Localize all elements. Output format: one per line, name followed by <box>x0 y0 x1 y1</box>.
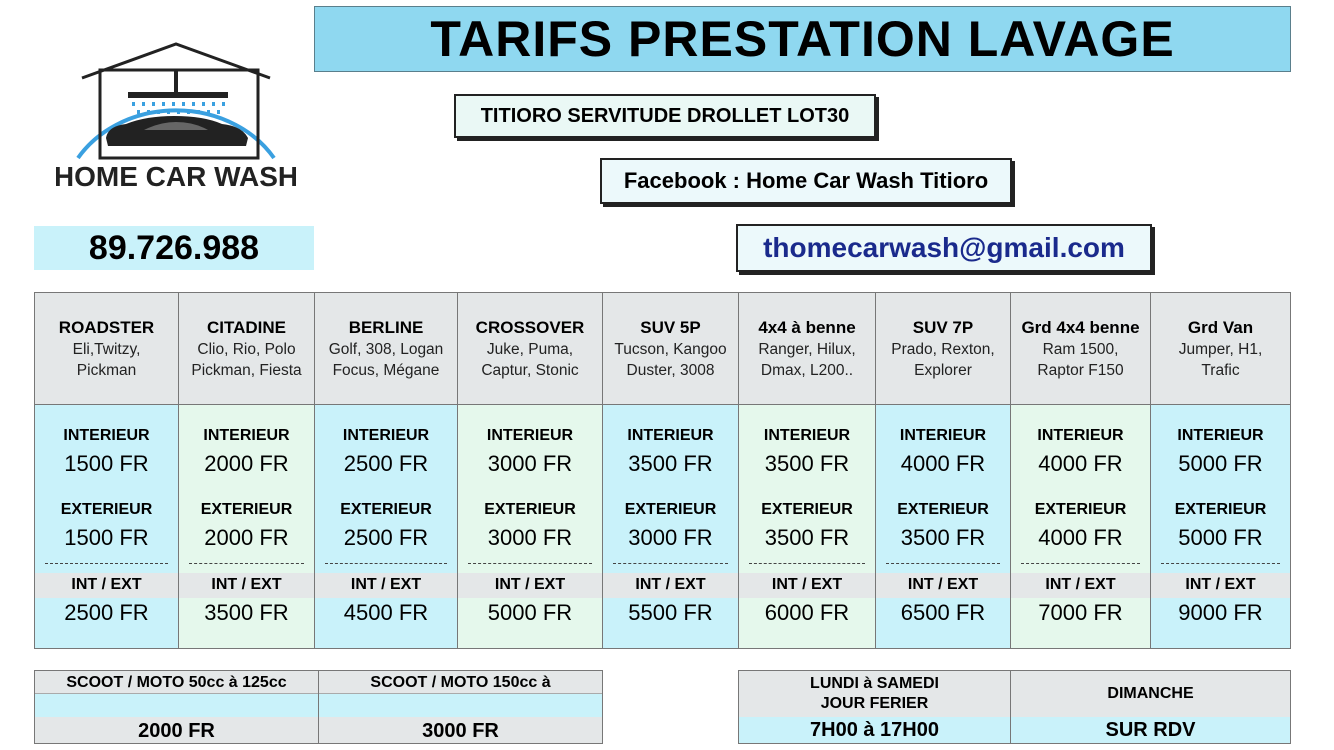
column-header <box>739 293 875 405</box>
email-box[interactable]: thomecarwash@gmail.com <box>736 224 1152 272</box>
int-ext-label: INT / EXT <box>494 576 566 593</box>
int-ext-price: 7000 FR <box>1038 600 1123 625</box>
interior-price: 4000 FR <box>900 451 986 476</box>
exterior-price: 3500 FR <box>764 525 850 550</box>
column-prices <box>603 405 738 648</box>
exterior-label: EXTERIEUR <box>897 501 989 518</box>
interior-price: 3500 FR <box>628 451 713 476</box>
interior-price: 5000 FR <box>1178 451 1263 476</box>
interior-label: INTERIEUR <box>342 427 430 444</box>
divider <box>1161 563 1280 564</box>
title-banner <box>314 6 1291 72</box>
vehicle-models: Ranger, Hilux, Dmax, L200.. <box>758 341 856 379</box>
vehicle-models: Golf, 308, Logan Focus, Mégane <box>328 341 444 379</box>
int-ext-label: INT / EXT <box>771 576 843 593</box>
exterior-label: EXTERIEUR <box>1034 501 1127 518</box>
vehicle-models: Jumper, H1, Trafic <box>1178 341 1263 379</box>
vehicle-column <box>1151 293 1290 648</box>
int-ext-label: INT / EXT <box>635 576 706 593</box>
column-header <box>876 293 1010 405</box>
weekday-header <box>739 671 1010 717</box>
moto-header: SCOOT / MOTO 150cc à <box>319 671 602 694</box>
moto-header: SCOOT / MOTO 50cc à 125cc <box>35 671 318 694</box>
exterior-price: 3500 FR <box>900 525 986 550</box>
vehicle-column <box>458 293 603 648</box>
int-ext-price: 6500 FR <box>900 600 986 625</box>
exterior-price: 3000 FR <box>487 525 573 550</box>
int-ext-price: 2500 FR <box>64 600 149 625</box>
vehicle-models: Clio, Rio, Polo Pickman, Fiesta <box>191 341 302 379</box>
int-ext-price: 5500 FR <box>628 600 713 625</box>
vehicle-column <box>35 293 179 648</box>
column-header <box>1151 293 1290 405</box>
int-ext-price: 9000 FR <box>1178 600 1263 625</box>
exterior-price: 3000 FR <box>628 525 713 550</box>
column-header <box>35 293 178 405</box>
moto-column <box>35 671 319 743</box>
divider <box>886 563 1000 564</box>
column-prices <box>458 405 602 648</box>
column-header <box>458 293 602 405</box>
vehicle-column <box>603 293 739 648</box>
vehicle-models: Eli,Twitzy, Pickman <box>72 341 141 379</box>
logo-text: HOME CAR WASH <box>56 161 296 192</box>
column-header <box>603 293 738 405</box>
divider <box>189 563 304 564</box>
vehicle-models: Juke, Puma, Captur, Stonic <box>481 341 579 379</box>
int-ext-price: 5000 FR <box>487 600 573 625</box>
exterior-price: 5000 FR <box>1178 525 1263 550</box>
weekday-label: LUNDI à SAMEDI <box>810 675 939 692</box>
moto-spacer <box>319 694 602 717</box>
interior-label: INTERIEUR <box>63 427 150 444</box>
vehicle-category: BERLINE <box>348 318 424 337</box>
interior-price: 4000 FR <box>1038 451 1123 476</box>
vehicle-price-table <box>34 292 1291 649</box>
int-ext-label: INT / EXT <box>350 576 422 593</box>
interior-label: INTERIEUR <box>486 427 574 444</box>
divider <box>613 563 728 564</box>
interior-price: 3500 FR <box>764 451 850 476</box>
exterior-price: 1500 FR <box>64 525 149 550</box>
sunday-label: DIMANCHE <box>1107 685 1194 702</box>
interior-price: 2500 FR <box>343 451 429 476</box>
column-prices <box>315 405 457 648</box>
vehicle-category: Grd 4x4 benne <box>1021 318 1140 337</box>
vehicle-models: Tucson, Kangoo Duster, 3008 <box>614 341 727 379</box>
phone-number[interactable]: 89.726.988 <box>34 226 314 270</box>
exterior-label: EXTERIEUR <box>1174 501 1267 518</box>
vehicle-column <box>315 293 458 648</box>
exterior-label: EXTERIEUR <box>60 501 153 518</box>
divider <box>749 563 865 564</box>
column-prices <box>876 405 1010 648</box>
vehicle-category: 4x4 à benne <box>758 318 856 337</box>
divider <box>468 563 592 564</box>
exterior-label: EXTERIEUR <box>340 501 432 518</box>
page-title: TARIFS PRESTATION LAVAGE <box>430 11 1175 67</box>
exterior-price: 2000 FR <box>204 525 289 550</box>
column-header <box>315 293 457 405</box>
vehicle-category: Grd Van <box>1187 318 1254 337</box>
exterior-label: EXTERIEUR <box>624 501 717 518</box>
int-ext-label: INT / EXT <box>71 576 142 593</box>
vehicle-category: SUV 7P <box>912 318 974 337</box>
interior-label: INTERIEUR <box>1177 427 1264 444</box>
interior-price: 2000 FR <box>204 451 289 476</box>
weekday-column <box>739 671 1011 743</box>
divider <box>1021 563 1140 564</box>
int-ext-price: 3500 FR <box>204 600 289 625</box>
interior-label: INTERIEUR <box>763 427 851 444</box>
moto-price: 2000 FR <box>35 717 318 743</box>
moto-price: 3000 FR <box>319 717 602 743</box>
vehicle-category: CITADINE <box>206 318 286 337</box>
int-ext-price: 6000 FR <box>764 600 850 625</box>
interior-label: INTERIEUR <box>203 427 290 444</box>
vehicle-models: Ram 1500, Raptor F150 <box>1037 341 1124 379</box>
opening-hours-table <box>738 670 1291 744</box>
moto-price-table <box>34 670 603 744</box>
exterior-price: 4000 FR <box>1038 525 1123 550</box>
exterior-label: EXTERIEUR <box>761 501 853 518</box>
vehicle-column <box>739 293 876 648</box>
home-car-wash-logo <box>56 30 296 198</box>
exterior-price: 2500 FR <box>343 525 429 550</box>
holiday-label: JOUR FERIER <box>820 695 929 712</box>
column-prices <box>1151 405 1290 648</box>
vehicle-category: CROSSOVER <box>475 318 585 337</box>
car-wash-logo-icon <box>56 30 296 198</box>
weekday-hours: 7H00 à 17H00 <box>739 717 1010 743</box>
int-ext-label: INT / EXT <box>1045 576 1116 593</box>
address-box: TITIORO SERVITUDE DROLLET LOT30 <box>454 94 876 138</box>
exterior-label: EXTERIEUR <box>200 501 293 518</box>
divider <box>325 563 447 564</box>
sunday-header <box>1011 671 1290 717</box>
exterior-label: EXTERIEUR <box>484 501 576 518</box>
column-header <box>179 293 314 405</box>
int-ext-price: 4500 FR <box>343 600 429 625</box>
moto-spacer <box>35 694 318 717</box>
interior-price: 1500 FR <box>64 451 149 476</box>
int-ext-label: INT / EXT <box>211 576 282 593</box>
column-prices <box>35 405 178 648</box>
vehicle-column <box>1011 293 1151 648</box>
vehicle-category: SUV 5P <box>640 318 701 337</box>
int-ext-label: INT / EXT <box>907 576 979 593</box>
column-prices <box>1011 405 1150 648</box>
interior-label: INTERIEUR <box>1037 427 1124 444</box>
moto-column <box>319 671 602 743</box>
sunday-hours: SUR RDV <box>1011 717 1290 743</box>
int-ext-label: INT / EXT <box>1185 576 1256 593</box>
interior-label: INTERIEUR <box>899 427 987 444</box>
column-prices <box>179 405 314 648</box>
interior-price: 3000 FR <box>487 451 573 476</box>
interior-label: INTERIEUR <box>627 427 714 444</box>
column-prices <box>739 405 875 648</box>
divider <box>45 563 168 564</box>
vehicle-models: Prado, Rexton, Explorer <box>891 341 995 379</box>
sunday-column <box>1011 671 1290 743</box>
column-header <box>1011 293 1150 405</box>
vehicle-category: ROADSTER <box>58 318 155 337</box>
facebook-box[interactable]: Facebook : Home Car Wash Titioro <box>600 158 1012 204</box>
vehicle-column <box>876 293 1011 648</box>
vehicle-column <box>179 293 315 648</box>
